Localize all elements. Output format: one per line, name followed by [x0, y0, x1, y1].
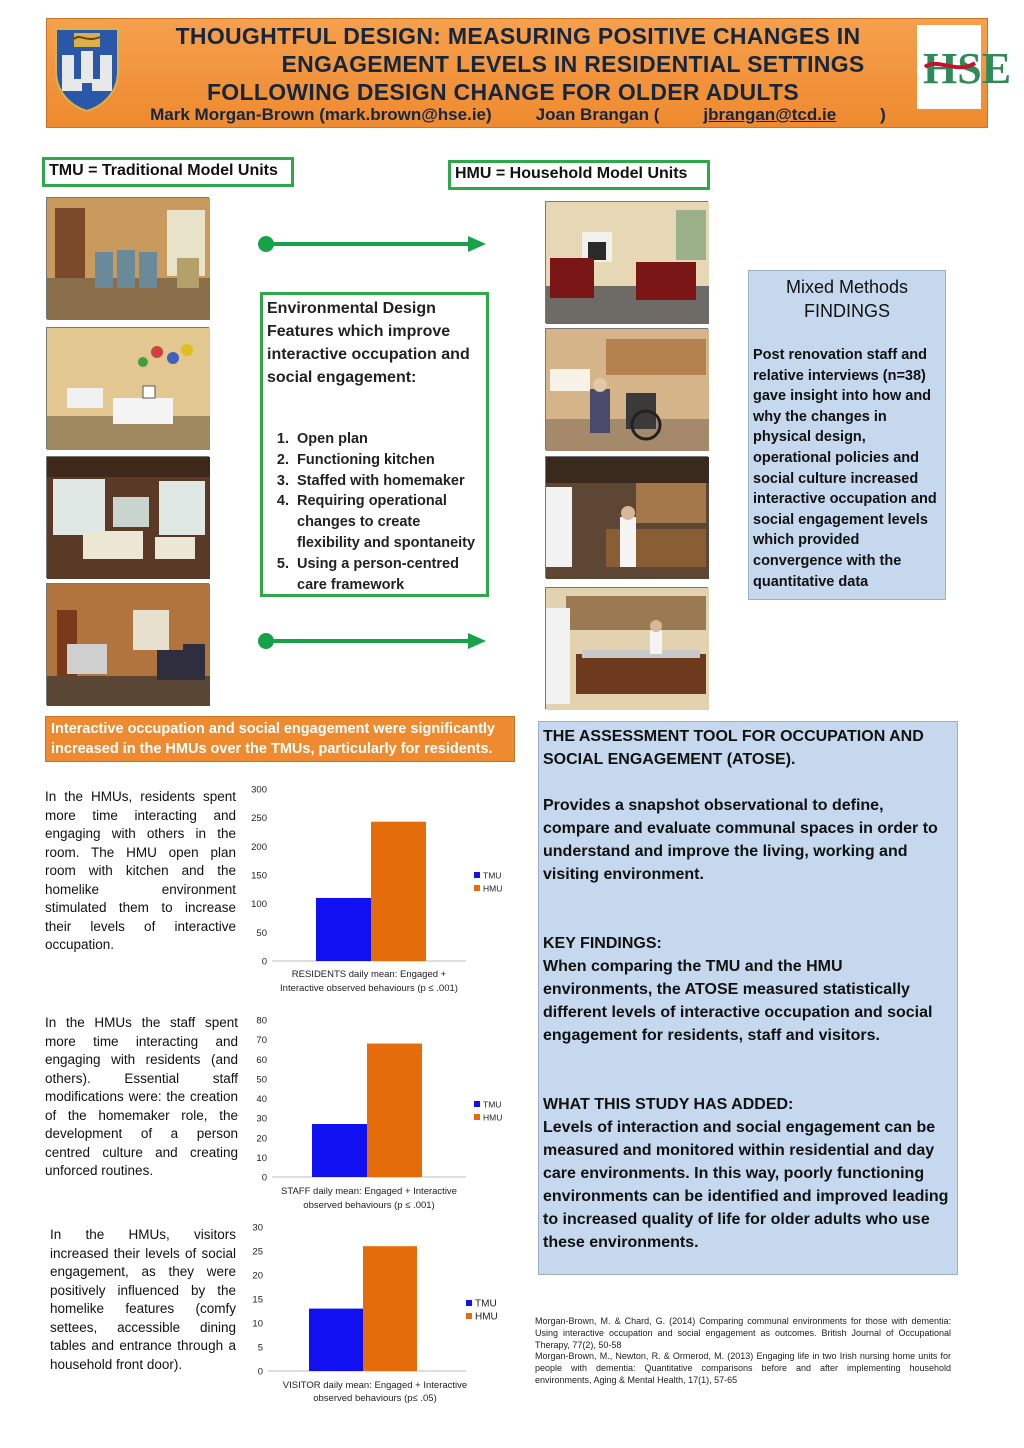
design-features-list	[267, 429, 482, 595]
tmu-label: TMU = Traditional Model Units	[42, 157, 294, 187]
bar-tmu	[312, 1124, 367, 1177]
results-banner: Interactive occupation and social engagement were significantly increased in the HMUs over the TMUs, particularly for residents.	[45, 716, 515, 762]
design-features-box	[260, 292, 489, 597]
hmu-photo-kitchen-dining	[545, 328, 708, 450]
y-tick-label: 70	[256, 1035, 267, 1047]
poster-title-line-3: FOLLOWING DESIGN CHANGE FOR OLDER ADULTS	[206, 79, 800, 105]
legend-label-hmu: HMU	[475, 1311, 498, 1323]
y-tick-label: 25	[252, 1246, 263, 1258]
author-2-email-link[interactable]: jbrangan@tcd.ie	[703, 105, 837, 124]
bar-hmu	[367, 1044, 422, 1177]
y-tick-label: 20	[252, 1270, 263, 1282]
author-2-name: Joan Brangan (	[535, 105, 660, 124]
atose-heading: THE ASSESSMENT TOOL FOR OCCUPATION AND SOCIAL ENGAGEMENT (ATOSE).	[543, 728, 924, 768]
y-tick-label: 300	[251, 784, 267, 796]
tmu-photo-sunroom	[46, 456, 209, 578]
atose-intro: Provides a snapshot observational to define, compare and evaluate communal spaces in order to understand and improve the living, working and visiting environment.	[543, 797, 938, 883]
y-tick-label: 200	[251, 841, 267, 853]
legend-label-hmu: HMU	[483, 883, 503, 894]
x-axis-label-line-1: RESIDENTS daily mean: Engaged +	[291, 969, 447, 980]
list-item: 4. Requiring operational changes to create flexibility and spontaneity	[293, 491, 482, 553]
legend-swatch-tmu	[474, 1101, 480, 1107]
y-tick-label: 0	[261, 1172, 267, 1184]
list-item: 1. Open plan	[293, 429, 482, 450]
list-item: 2. Functioning kitchen	[293, 450, 482, 471]
legend-label-hmu: HMU	[483, 1112, 503, 1123]
staff-paragraph: In the HMUs the staff spent more time interacting and engaging with residents (and others). Essential staff modifications were: the creation of the homemaker role, the development of a person centred culture and creating unforced routines.	[45, 1015, 238, 1178]
y-tick-label: 15	[252, 1294, 263, 1306]
authors-line	[47, 105, 989, 125]
hmu-photo-servery	[545, 587, 708, 709]
y-tick-label: 60	[256, 1054, 267, 1066]
poster-title-line-1: THOUGHTFUL DESIGN: MEASURING POSITIVE CHANGES IN	[175, 23, 861, 49]
y-tick-label: 20	[256, 1133, 267, 1145]
staff-chart	[240, 1010, 510, 1220]
y-tick-label: 30	[252, 1222, 263, 1234]
bar-tmu	[309, 1309, 363, 1371]
y-tick-label: 80	[256, 1015, 267, 1027]
bar-hmu	[363, 1246, 417, 1371]
key-findings-title: KEY FINDINGS:	[543, 935, 662, 952]
atose-box	[538, 721, 958, 1275]
key-findings-text: When comparing the TMU and the HMU environments, the ATOSE measured statistically different levels of interactive occupation and social engagement for residents, staff and visitors.	[543, 958, 933, 1044]
y-tick-label: 0	[261, 956, 267, 968]
reference-item: Morgan-Brown, M., Newton, R. & Ormerod, M. (2013) Engaging life in two Irish nursing home units for people with dementia: Quantitative comparisons before and after implementing household environments, Aging & Mental Health, 17(1), 57-65	[535, 1351, 951, 1385]
hse-logo	[917, 25, 1012, 109]
y-tick-label: 0	[257, 1366, 263, 1378]
y-tick-label: 50	[256, 1074, 267, 1086]
x-axis-label-line-2: observed behaviours (p≤ .05)	[313, 1393, 437, 1404]
hmu-photo-lounge	[545, 201, 708, 323]
legend-swatch-tmu	[474, 872, 480, 878]
findings-title: Mixed Methods FINDINGS	[785, 277, 909, 321]
residents-paragraph: In the HMUs, residents spent more time interacting and engaging with others in the room. The HMU open plan room with kitchen and the homelike environment stimulated them to increase their levels of interactive occupation.	[45, 789, 236, 952]
study-added-title: WHAT THIS STUDY HAS ADDED:	[543, 1096, 794, 1113]
legend-swatch-hmu	[466, 1313, 472, 1319]
list-item: 3. Staffed with homemaker	[293, 471, 482, 492]
poster-header	[46, 18, 1012, 128]
x-axis-label-line-1: STAFF daily mean: Engaged + Interactive	[281, 1186, 457, 1197]
y-tick-label: 5	[257, 1342, 263, 1354]
legend-swatch-tmu	[466, 1300, 472, 1306]
author-2-close: )	[880, 105, 886, 124]
x-axis-label-line-2: Interactive observed behaviours (p ≤ .001)	[280, 983, 458, 994]
poster-title-line-2: ENGAGEMENT LEVELS IN RESIDENTIAL SETTINGS	[281, 51, 865, 77]
legend-swatch-hmu	[474, 885, 480, 891]
y-tick-label: 10	[256, 1152, 267, 1164]
hmu-photo-kitchen-island	[545, 456, 708, 578]
y-tick-label: 10	[252, 1318, 263, 1330]
y-tick-label: 50	[256, 927, 267, 939]
visitors-paragraph: In the HMUs, visitors increased their levels of social engagement, as they were positively influenced by the homelike features (comfy settees, accessible dining tables and entrance through a household front door).	[50, 1227, 236, 1372]
reference-item: Morgan-Brown, M. & Chard, G. (2014) Comparing communal environments for those with dementia: Using interactive occupation and social engagement as outcomes. British Journal of Occupational Therapy, 77(2), 50-58	[535, 1316, 951, 1350]
x-axis-label-line-1: VISITOR daily mean: Engaged + Interactive	[282, 1380, 468, 1391]
hmu-label: HMU = Household Model Units	[448, 160, 710, 190]
bar-tmu	[316, 898, 371, 961]
author-1: Mark Morgan-Brown (mark.brown@hse.ie)	[150, 105, 492, 124]
mixed-methods-findings-box	[748, 270, 946, 600]
legend-label-tmu: TMU	[475, 1298, 497, 1310]
findings-text: Post renovation staff and relative interviews (n=38) gave insight into how and why the changes in physical design, operational policies and social culture increased interactive occupation and social engagement levels which provided convergence with the quantitative data	[753, 347, 937, 590]
y-tick-label: 250	[251, 813, 267, 825]
y-tick-label: 150	[251, 870, 267, 882]
y-tick-label: 30	[256, 1113, 267, 1125]
author-2	[536, 105, 886, 124]
references	[535, 1316, 951, 1387]
residents-chart	[240, 778, 510, 1005]
legend-swatch-hmu	[474, 1114, 480, 1120]
visitor-chart	[240, 1218, 510, 1413]
tmu-photo-lounge	[46, 197, 209, 319]
design-features-heading: Environmental Design Features which improve interactive occupation and social engagement:	[267, 300, 470, 386]
y-tick-label: 100	[251, 899, 267, 911]
list-item: 5. Using a person-centred care framework	[293, 554, 482, 596]
top-arrow	[256, 234, 491, 259]
legend-label-tmu: TMU	[483, 870, 502, 881]
study-added-text: Levels of interaction and social engagement can be measured and monitored within residential and day care environments. In this way, poorly functioning environments can be identified and improved leading to increased quality of life for older adults who use these environments.	[543, 1119, 949, 1251]
y-tick-label: 40	[256, 1094, 267, 1105]
bar-hmu	[371, 822, 426, 961]
x-axis-label-line-2: observed behaviours (p ≤ .001)	[303, 1200, 435, 1211]
bottom-arrow	[256, 631, 491, 656]
legend-label-tmu: TMU	[483, 1099, 502, 1110]
tmu-photo-dining	[46, 327, 209, 449]
hse-logo-text: HSE	[923, 44, 1012, 93]
tmu-photo-sitting-room	[46, 583, 209, 705]
